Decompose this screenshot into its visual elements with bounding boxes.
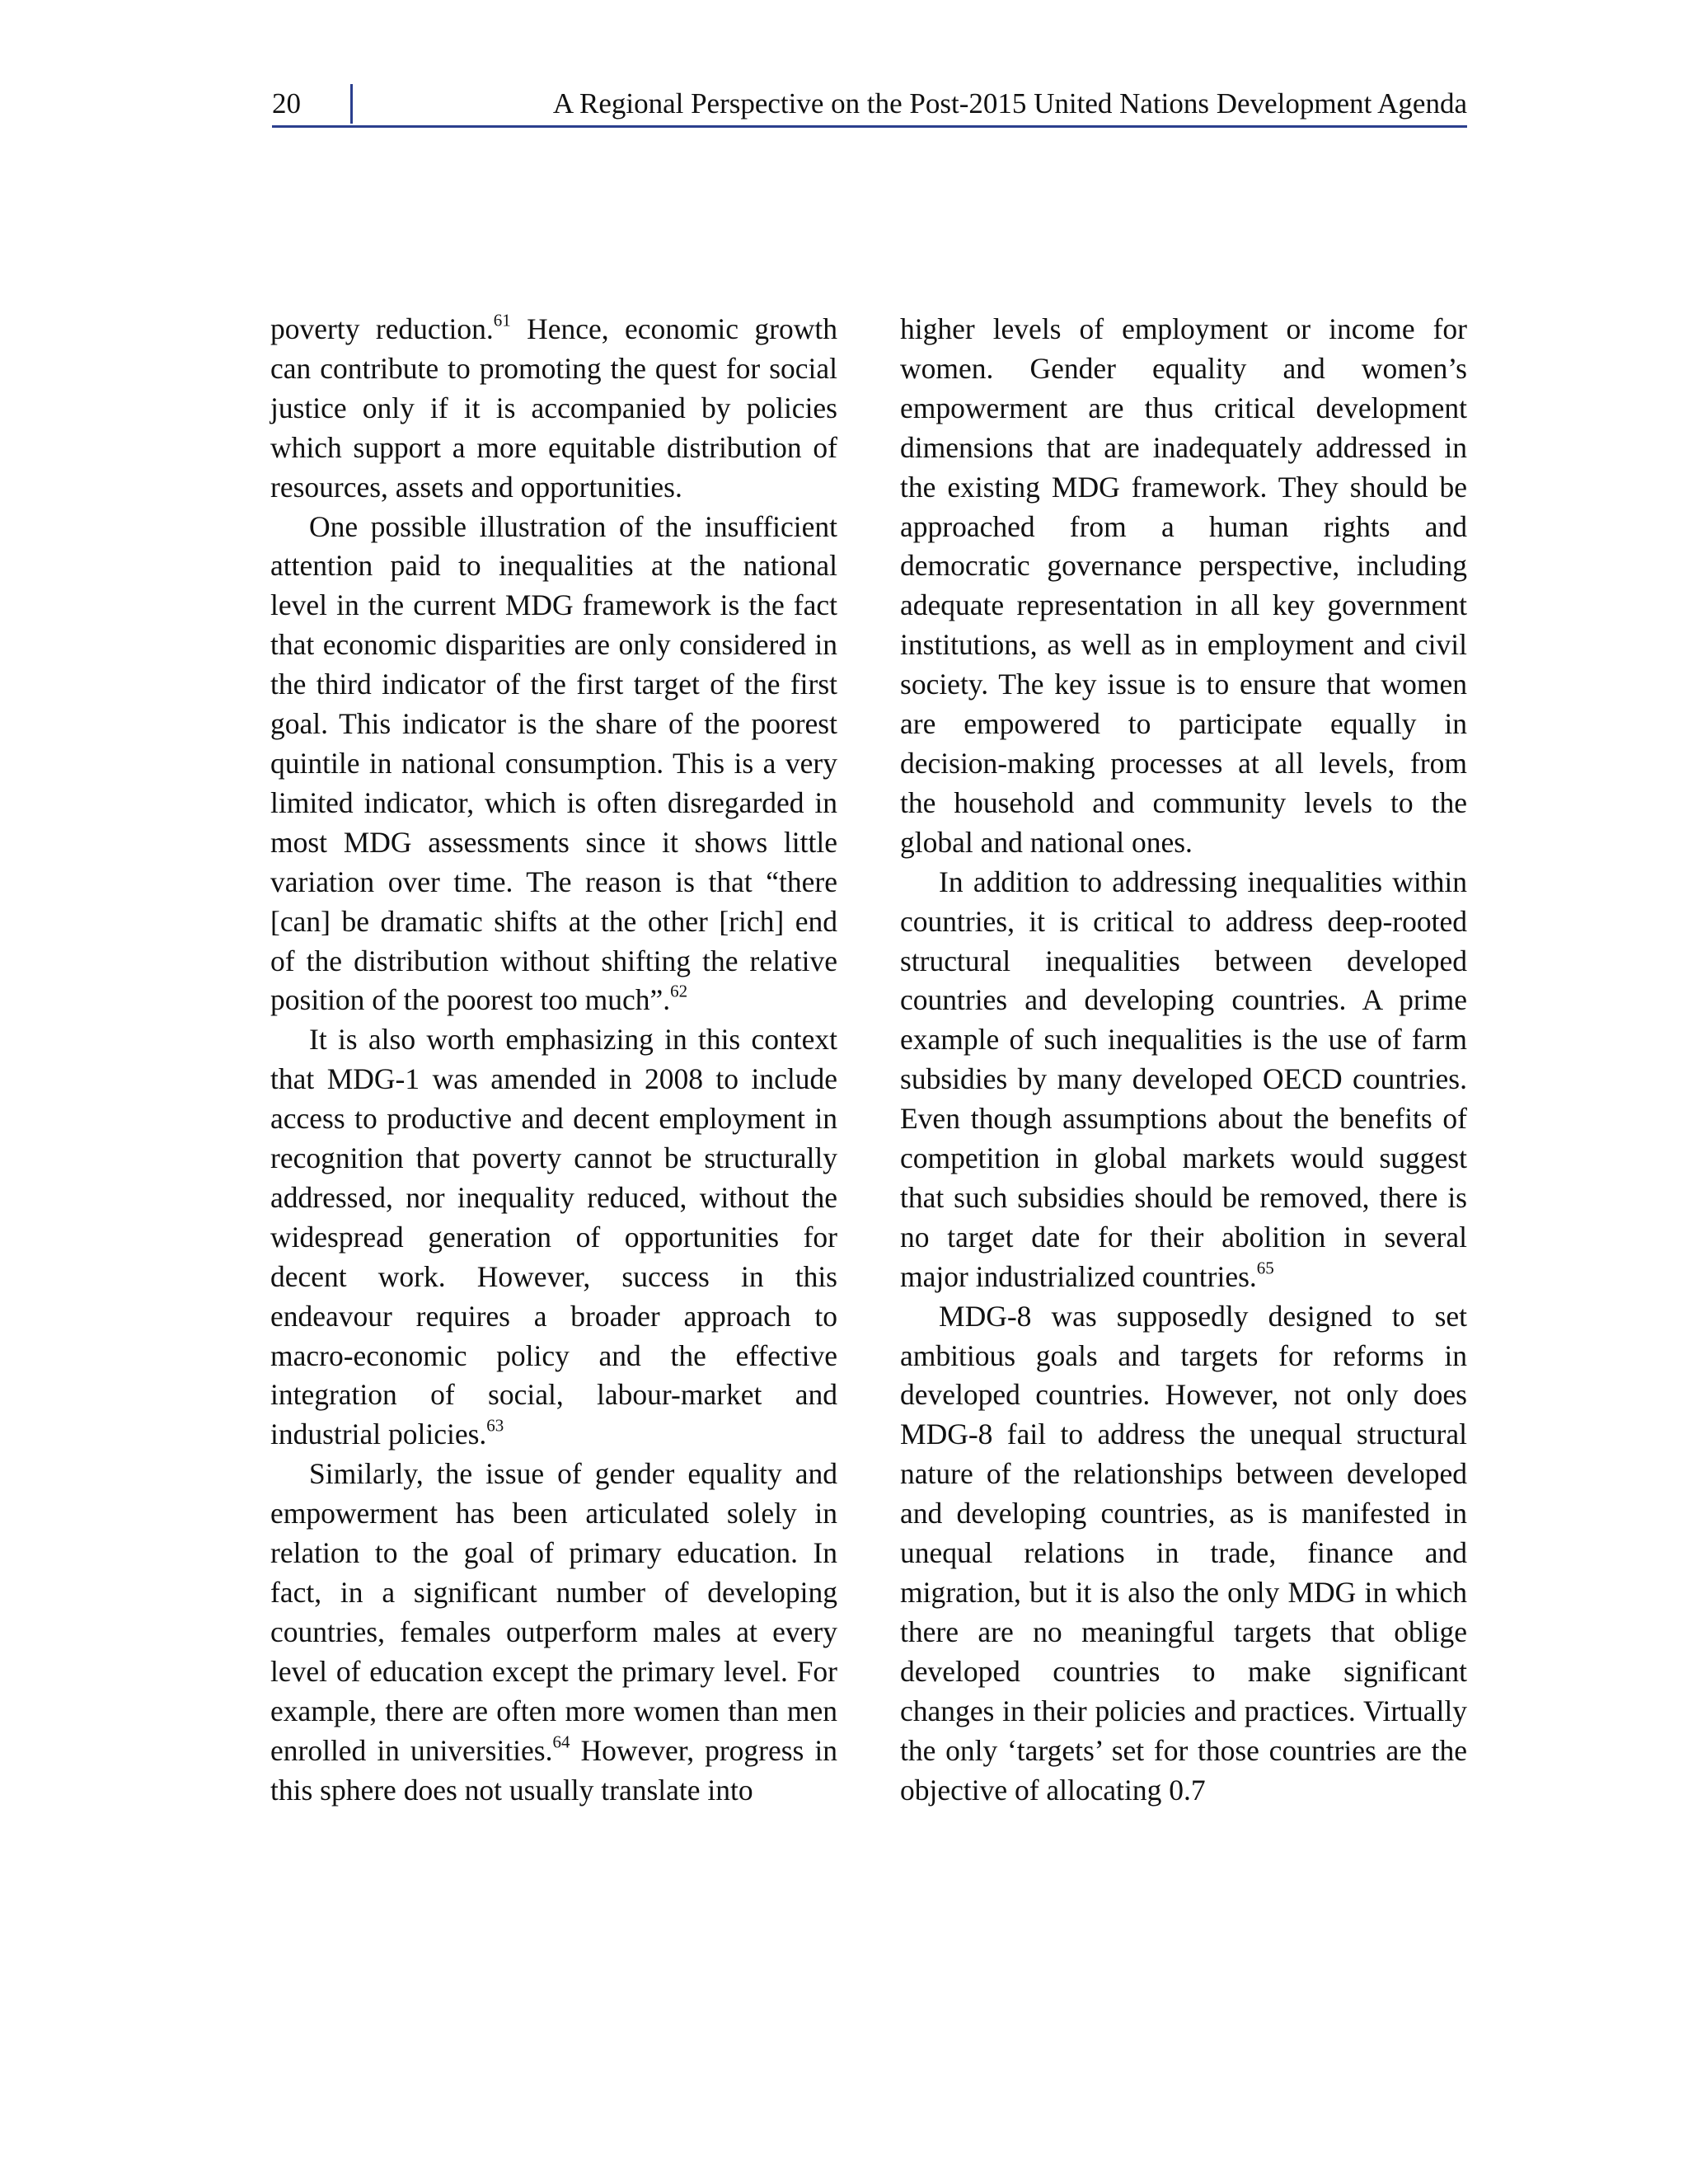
paragraph: [900, 310, 1467, 863]
paragraph-text: One possible illustration of the insufficient attention paid to inequalities at the national level in the current MDG framework is the fact that economic disparities are only considered in the third indicator of the first target of the first goal. This indicator is the share of the poorest quintile in national consumption. This is a very limited indicator, which is often disregarded in most MDG assessments since it shows little variation over time. The reason is that “there [can] be dramatic shifts at the other [rich] end of the distribution without shifting the relative position of the poorest too much”.: [270, 509, 837, 1017]
paragraph-text: It is also worth emphasizing in this context that MDG-1 was amended in 2008 to include access to productive and decent employment in recognition that poverty cannot be structurally addressed, nor inequality reduced, without the widespread generation of opportunities for decent work. However, success in this endeavour requires a broader approach to macro-economic policy and the effective integration of social, labour-market and industrial policies.: [270, 1023, 837, 1451]
paragraph-text: MDG-8 was supposedly designed to set ambitious goals and targets for reforms in developed countries. However, not only does MDG-8 fail to address the unequal structural nature of the relationships between developed and developing countries, as is manifested in unequal relations in trade, finance and migration, but it is also the only MDG in which there are no meaningful targets that oblige developed countries to make significant changes in their policies and practices. Virtually the only ‘targets’ set for those countries are the objective of allocating 0.7: [900, 1299, 1467, 1807]
paragraph-text: Hence, economic growth can contribute to promoting the quest for social justice only if it is accompanied by policies which support a more equitable distribution of resources, assets and opportunities.: [270, 312, 837, 504]
paragraph-text: In addition to addressing inequalities within countries, it is critical to address deep-rooted structural inequalities between developed countries and developing countries. A prime example of such inequalities is the use of farm subsidies by many developed OECD countries. Even though assumptions about the benefits of competition in global markets would suggest that such subsidies should be removed, there is no target date for their abolition in several major industrialized countries.: [900, 865, 1467, 1293]
header-rule: [272, 125, 1467, 128]
footnote-ref: 61: [493, 310, 511, 330]
header-divider: [350, 84, 353, 124]
paragraph: [270, 508, 837, 1021]
footnote-ref: 62: [670, 981, 688, 1001]
footnote-ref: 63: [486, 1415, 504, 1436]
paragraph-text: However, progress in this sphere does not usually translate into: [270, 1733, 837, 1807]
paragraph: [270, 1020, 837, 1455]
paragraph-text: poverty reduction.: [270, 312, 494, 345]
footnote-ref: 64: [552, 1731, 570, 1751]
footnote-ref: 65: [1256, 1258, 1274, 1277]
right-column: [900, 310, 1467, 1810]
paragraph: [270, 310, 837, 508]
paragraph: [270, 1455, 837, 1810]
paragraph: [900, 1297, 1467, 1811]
running-title: A Regional Perspective on the Post-2015 United Nations Development Agenda: [552, 87, 1467, 120]
page-number: 20: [272, 87, 301, 120]
paragraph-text: higher levels of employment or income for women. Gender equality and women’s empowerment are thus critical development dimensions that are inadequately addressed in the existing MDG framework. They should be approached from a human rights and democratic governance perspective, including adequate representation in all key government institutions, as well as in employment and civil society. The key issue is to ensure that women are empowered to participate equally in decision-making processes at all levels, from the household and community levels to the global and national ones.: [900, 312, 1467, 859]
paragraph-text: Similarly, the issue of gender equality and empowerment has been articulated solely in relation to the goal of primary education. In fact, in a significant number of developing countries, females outperform males at every level of education except the primary level. For example, there are often more women than men enrolled in universities.: [270, 1457, 837, 1767]
paragraph: [900, 863, 1467, 1297]
page-header: [272, 79, 1467, 129]
left-column: [270, 310, 837, 1810]
